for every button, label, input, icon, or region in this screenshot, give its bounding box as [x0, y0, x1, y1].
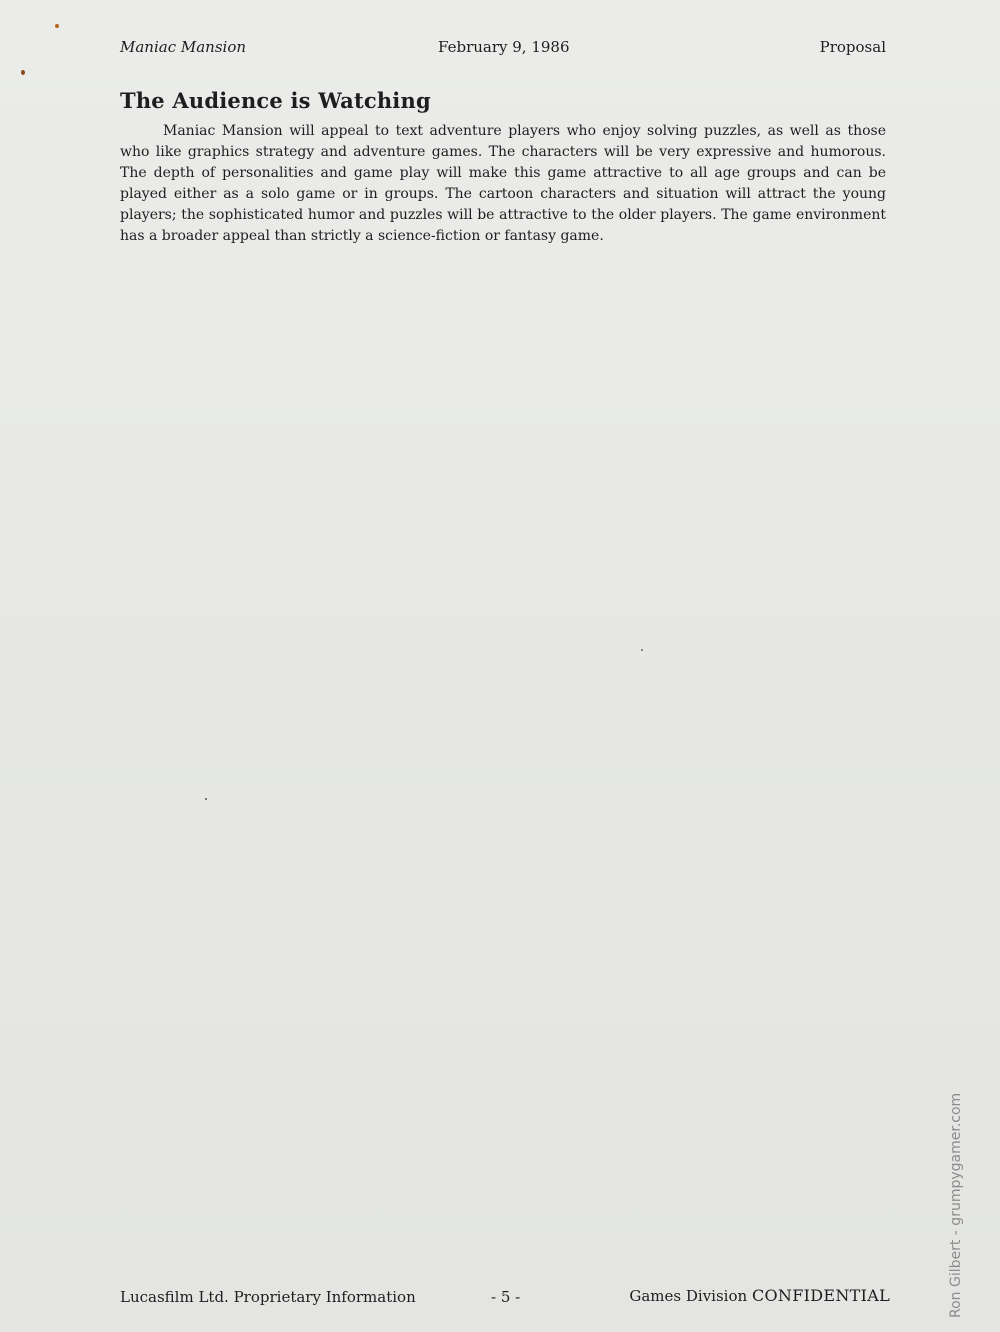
page-header — [120, 38, 886, 60]
footer-confidential-notice — [629, 1286, 890, 1305]
paper-speck — [205, 798, 207, 800]
footer-proprietary-notice: Lucasfilm Ltd. Proprietary Information — [120, 1288, 416, 1306]
header-document-name: Maniac Mansion — [120, 38, 247, 56]
watermark-credit: Ron Gilbert - grumpygamer.com — [948, 1092, 964, 1318]
paper-speck — [55, 24, 59, 28]
header-document-type: Proposal — [819, 38, 886, 56]
section-title: The Audience is Watching — [120, 88, 431, 113]
paper-speck — [21, 70, 25, 75]
paper-speck — [641, 649, 643, 651]
header-date: February 9, 1986 — [438, 38, 570, 56]
page-footer — [120, 1286, 890, 1310]
footer-page-number: - 5 - — [491, 1288, 521, 1306]
footer-confidential: CONFIDENTIAL — [751, 1286, 890, 1305]
footer-division: Games Division — [629, 1287, 748, 1305]
section-paragraph: Maniac Mansion will appeal to text adventure players who enjoy solving puzzles, as well as those who like graphics strategy and adventure games. The characters will be very expressive and humorous. The depth of personalities and game play will make this game attractive to all age groups and can be played either as a solo game or in groups. The cartoon characters and situation will attract the young players; the sophisticated humor and puzzles will be attractive to the older players. The game environment has a broader appeal than strictly a science-fiction or fantasy game. — [120, 123, 886, 244]
